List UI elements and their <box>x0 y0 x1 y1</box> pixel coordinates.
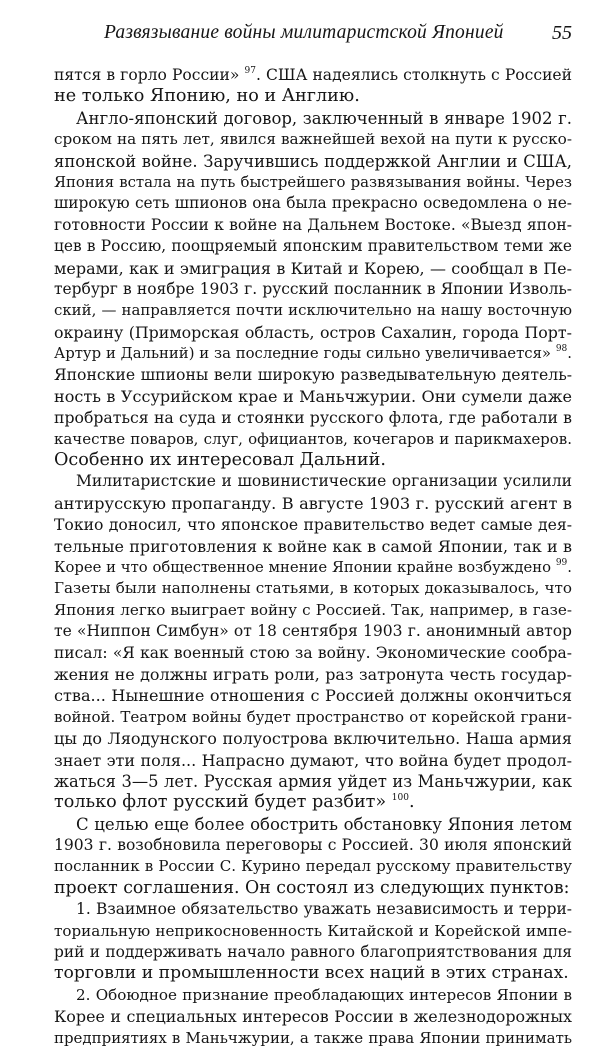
text-line <box>54 878 572 899</box>
text-segment: 2. Обоюдное признание преобладающих интересов Японии в <box>76 985 572 1004</box>
text-line <box>54 557 572 578</box>
text-segment: ства... Нынешние отношения с Россией должны окончиться <box>54 686 572 706</box>
text-segment: Особенно их интересовал Дальний. <box>54 450 386 471</box>
text-segment: Артур и Дальний) и за последние годы сильно увеличивается» <box>54 345 556 363</box>
text-line <box>54 258 572 279</box>
text-segment: 1903 г. возобновила переговоры с Россией. 30 июля японский <box>54 836 572 855</box>
text-segment: Корее и что общественное мнение Японии крайне возбуждено <box>54 558 556 576</box>
text-segment: торговли и промышленности всех наций в этих странах. <box>54 963 569 984</box>
text-segment: предприятиях в Маньчжурии, а также права Японии принимать <box>54 1028 572 1047</box>
text-segment: только флот русский будет разбит» <box>54 792 392 813</box>
text-segment: Япония встала на путь быстрейшего развязывания войны. Через <box>54 172 572 191</box>
text-line <box>54 300 572 321</box>
text-segment: . <box>567 345 572 363</box>
text-segment: проект соглашения. Он состоял из следующих пунктов: <box>54 877 570 898</box>
text-line <box>54 172 572 193</box>
text-segment: жаться 3—5 лет. Русская армия уйдет из Маньчжурии, как <box>54 771 572 791</box>
text-line <box>54 963 572 984</box>
text-line <box>54 942 572 963</box>
text-segment: Корее и специальных интересов России в железнодорожных <box>54 1007 572 1027</box>
text-line <box>54 236 572 257</box>
text-line <box>54 322 572 343</box>
text-line <box>54 193 572 214</box>
text-segment: ский, — направляется почти исключительно на нашу восточную <box>54 301 572 320</box>
text-line <box>54 471 572 492</box>
text-line <box>54 86 572 107</box>
footnote-ref: 99 <box>555 557 568 568</box>
text-segment: японской войне. Заручившись поддержкой Англии и США, <box>54 151 572 171</box>
text-segment: посланник в России С. Курино передал русскому правительству <box>54 857 572 876</box>
text-line <box>54 621 572 642</box>
text-line <box>54 600 572 621</box>
text-segment: Газеты были наполнены статьями, в которых доказывалось, что <box>54 579 572 598</box>
text-segment: цев в Россию, поощряемый японским правительством теми же <box>54 237 572 256</box>
text-line <box>54 108 572 129</box>
text-segment: Милитаристские и шовинистические организации усилили <box>76 472 572 491</box>
text-line <box>54 1006 572 1027</box>
text-segment: . США надеялись столкнуть с Россией <box>255 66 572 84</box>
text-segment: цы до Ляодунского полуострова включительно. Наша армия <box>54 729 572 749</box>
text-segment: . <box>408 792 415 813</box>
text-line <box>54 407 572 428</box>
text-line <box>54 643 572 664</box>
footnote-ref: 100 <box>391 793 409 804</box>
text-segment: жения не должны играть роли, раз затронута честь государ- <box>54 664 572 684</box>
text-line <box>54 279 572 300</box>
text-line <box>54 65 572 86</box>
text-line <box>54 771 572 792</box>
text-segment: 1. Взаимное обязательство уважать независимость и терри- <box>76 900 572 919</box>
text-segment: пятся в горло России» <box>54 66 245 84</box>
text-segment: ториальную неприкосновенность Китайской и Корейской импе- <box>54 921 572 940</box>
page-number: 55 <box>552 22 572 44</box>
text-line <box>54 151 572 172</box>
text-line <box>54 129 572 150</box>
text-segment: сроком на пять лет, явился важнейшей вехой на пути к русско- <box>54 130 572 149</box>
text-line <box>54 856 572 877</box>
text-line <box>54 685 572 706</box>
text-segment: Японские шпионы вели широкую разведывательную деятель- <box>54 365 572 385</box>
text-line <box>54 364 572 385</box>
text-segment: писал: «Я как военный стою за войну. Экономические сообра- <box>54 643 572 662</box>
text-line <box>54 664 572 685</box>
text-segment: Англо-японский договор, заключенный в январе 1902 г. <box>76 108 572 128</box>
text-line <box>54 450 572 471</box>
text-line <box>54 386 572 407</box>
text-segment: пробраться на суда и стоянки русского флота, где работали в <box>54 408 572 428</box>
footnote-ref: 98 <box>555 344 568 355</box>
text-segment: тельные приготовления к войне как в самой Японии, так и в <box>54 536 572 556</box>
text-line <box>54 750 572 771</box>
page-header <box>54 22 572 48</box>
text-segment: качестве поваров, слуг, официантов, кочегаров и парикмахеров. <box>54 429 572 448</box>
text-line <box>54 835 572 856</box>
text-segment: рий и поддерживать начало равного благоприятствования для <box>54 943 572 962</box>
text-line <box>54 921 572 942</box>
text-segment: Япония легко выиграет войну с Россией. Так, например, в газе- <box>54 600 572 619</box>
text-segment: готовности России к войне на Дальнем Востоке. «Выезд япон- <box>54 215 572 234</box>
text-line <box>54 536 572 557</box>
text-line <box>54 728 572 749</box>
text-line <box>54 215 572 236</box>
text-line <box>54 429 572 450</box>
text-line <box>54 707 572 728</box>
text-line <box>54 985 572 1006</box>
text-segment: тербург в ноябре 1903 г. русский посланник в Японии Изволь- <box>54 279 572 298</box>
text-line <box>54 814 572 835</box>
text-line <box>54 578 572 599</box>
text-segment: знает эти поля... Напрасно думают, что война будет продол- <box>54 750 572 770</box>
text-line <box>54 899 572 920</box>
text-segment: окраину (Приморская область, остров Сахалин, города Порт- <box>54 322 572 342</box>
text-segment: ность в Уссурийском крае и Маньчжурии. Они сумели даже <box>54 386 572 406</box>
body-text <box>54 65 572 1049</box>
text-segment: не только Японию, но и Англию. <box>54 86 360 107</box>
text-segment: антирусскую пропаганду. В августе 1903 г. русский агент в <box>54 493 572 513</box>
footnote-ref: 97 <box>244 66 256 76</box>
text-line <box>54 343 572 364</box>
text-line <box>54 792 572 813</box>
running-title: Развязывание войны милитаристской Японией <box>104 22 504 43</box>
text-line <box>54 514 572 535</box>
text-line <box>54 1028 572 1049</box>
text-segment: войной. Театром войны будет пространство от корейской грани- <box>54 707 572 726</box>
text-segment: широкую сеть шпионов она была прекрасно осведомлена о не- <box>54 194 572 213</box>
text-segment: Токио доносил, что японское правительство ведет самые дея- <box>54 515 572 535</box>
text-segment: те «Ниппон Симбун» от 18 сентября 1903 г. анонимный автор <box>54 622 572 641</box>
text-segment: С целью еще более обострить обстановку Япония летом <box>76 814 572 834</box>
text-line <box>54 493 572 514</box>
text-segment: . <box>567 558 572 576</box>
text-segment: мерами, как и эмиграция в Китай и Корею, — сообщал в Пе- <box>54 258 572 278</box>
